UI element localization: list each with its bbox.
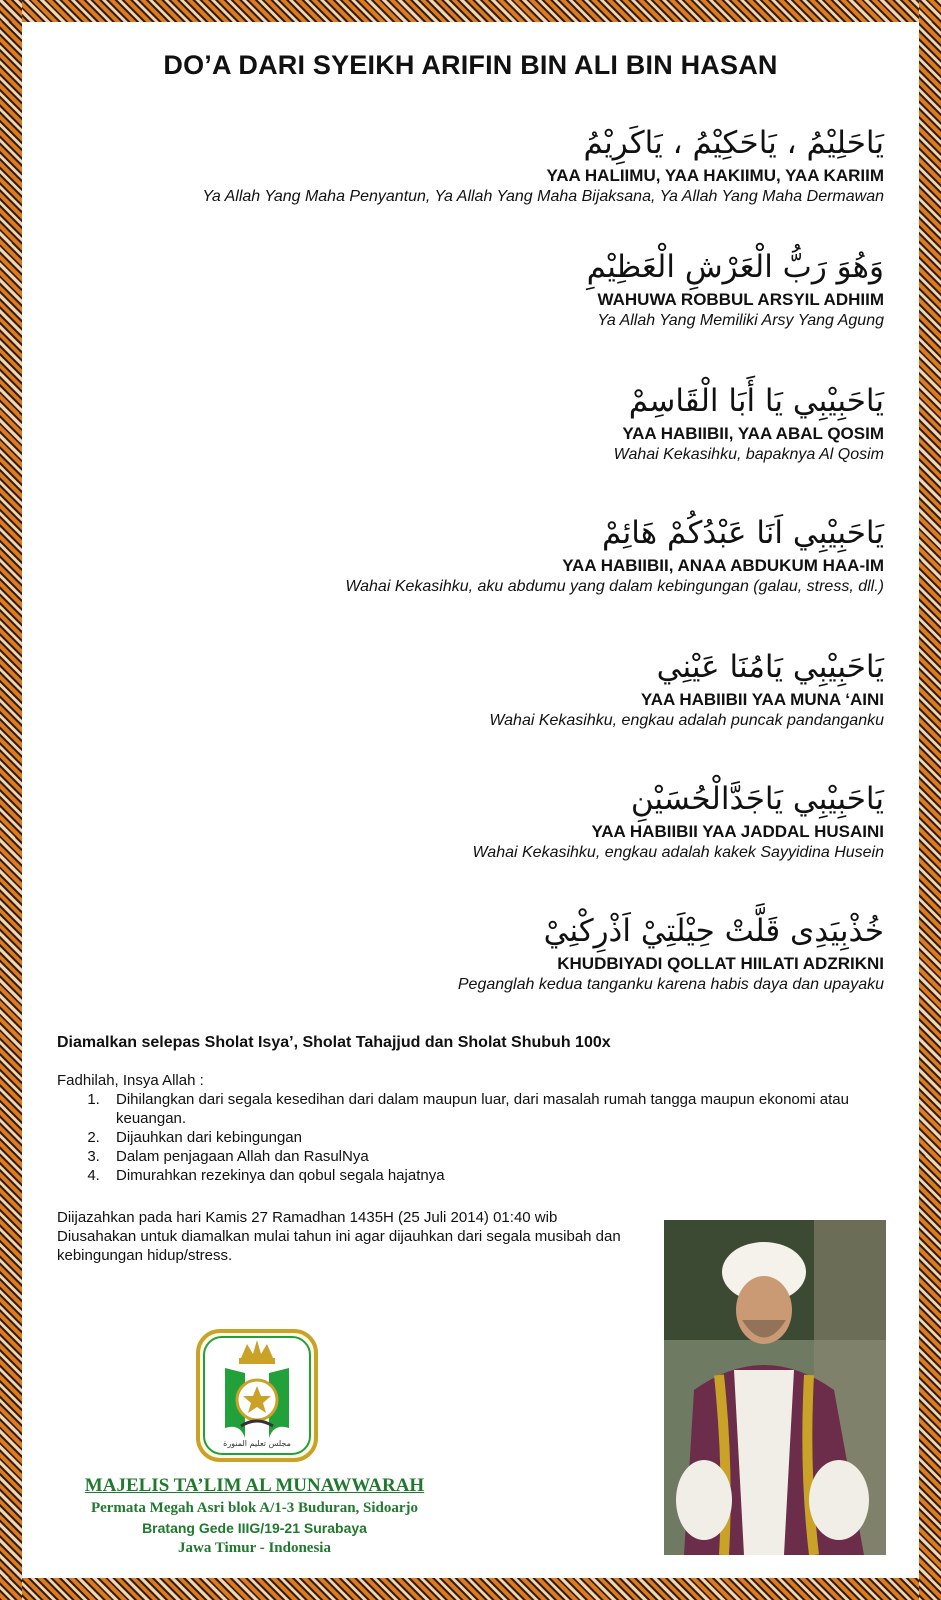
prayer-translation: Wahai Kekasihku, engkau adalah puncak pandanganku [489,712,884,729]
sheikh-photo [664,1220,886,1555]
prayer-arabic: يَاحَبِيْبِي يَاجَدَّالْحُسَيْنِ [630,781,884,817]
prayer-latin: KHUDBIYADI QOLLAT HIILATI ADZRIKNI [557,954,884,973]
prayer-block-5 [64,647,884,731]
prayer-latin: WAHUWA ROBBUL ARSYIL ADHIIM [597,290,884,309]
prayer-latin: YAA HABIIBII, YAA ABAL QOSIM [622,424,884,443]
prayer-arabic: خُذْبِيَدِى قَلَّتْ حِيْلَتِيْ اَذْرِكْنِيْ [543,913,884,949]
document-title: DO’A DARI SYEIKH ARIFIN BIN ALI BIN HASAN [163,50,778,80]
prayer-arabic: وَهُوَ رَبُّ الْعَرْشِ الْعَظِيْمِ [586,249,884,285]
prayer-translation: Ya Allah Yang Maha Penyantun, Ya Allah Yang Maha Bijaksana, Ya Allah Yang Maha Dermawan [202,188,884,205]
prayer-translation: Wahai Kekasihku, bapaknya Al Qosim [613,446,884,463]
prayer-block-2 [64,247,884,331]
logo-text: مجلس تعليم المنورة [223,1439,291,1448]
ijazah-purpose: Diusahakan untuk diamalkan mulai tahun ini agar dijauhkan dari segala musibah dan kebingungan hidup/stress. [57,1228,621,1264]
prayer-block-7 [64,911,884,995]
fadhilah-section [57,1071,887,1185]
organization-address-3: Jawa Timur - Indonesia [178,1540,331,1556]
prayer-translation: Wahai Kekasihku, aku abdumu yang dalam kebingungan (galau, stress, dll.) [345,578,884,595]
prayer-block-3 [64,381,884,465]
prayer-arabic: يَاحَبِيْبِي اَنَا عَبْدُكُمْ هَائِمْ [602,515,884,551]
prayer-latin: YAA HABIIBII, ANAA ABDUKUM HAA-IM [562,556,884,575]
prayer-translation: Ya Allah Yang Memiliki Arsy Yang Agung [597,312,884,329]
prayer-arabic: يَاحَلِيْمُ ، يَاحَكِيْمُ ، يَاكَرِيْمُ [583,125,884,161]
organization-name: MAJELIS TA’LIM AL MUNAWWARAH [84,1475,425,1496]
prayer-latin: YAA HABIIBII YAA JADDAL HUSAINI [591,822,884,841]
prayer-latin: YAA HALIIMU, YAA HAKIIMU, YAA KARIIM [546,166,884,185]
majelis-logo-icon [195,1328,319,1463]
usage-instruction: Diamalkan selepas Sholat Isya’, Sholat Tahajjud dan Sholat Shubuh 100x [57,1034,611,1051]
prayer-block-1 [64,123,884,207]
ijazah-date: Diijazahkan pada hari Kamis 27 Ramadhan 1435H (25 Juli 2014) 01:40 wib [57,1209,558,1226]
organization-address-1: Permata Megah Asri blok A/1-3 Buduran, Sidoarjo [90,1500,419,1516]
organization-address-2: Bratang Gede IIIG/19-21 Surabaya [142,1520,367,1536]
list-item: 1. Dihilangkan dari segala kesedihan dari dalam maupun luar, dari masalah rumah tangga maupun ekonomi atau keuangan. [104,1090,887,1128]
prayer-translation: Peganglah kedua tanganku karena habis daya dan upayaku [457,976,884,993]
fadhilah-list [57,1090,887,1185]
prayer-block-4 [64,513,884,597]
prayer-block-6 [64,779,884,863]
list-item: 2. Dijauhkan dari kebingungan [104,1128,887,1147]
prayer-translation: Wahai Kekasihku, engkau adalah kakek Sayyidina Husein [472,844,884,861]
prayer-arabic: يَاحَبِيْبِي يَامُنَا عَيْنِي [656,649,884,685]
prayer-arabic: يَاحَبِيْبِي يَا أَبَا الْقَاسِمْ [628,383,884,419]
prayer-latin: YAA HABIIBII YAA MUNA ‘AINI [640,690,884,709]
fadhilah-heading: Fadhilah, Insya Allah : [57,1072,204,1089]
list-item: 4. Dimurahkan rezekinya dan qobul segala hajatnya [104,1166,887,1185]
list-item: 3. Dalam penjagaan Allah dan RasulNya [104,1147,887,1166]
ijazah-note [57,1208,657,1265]
